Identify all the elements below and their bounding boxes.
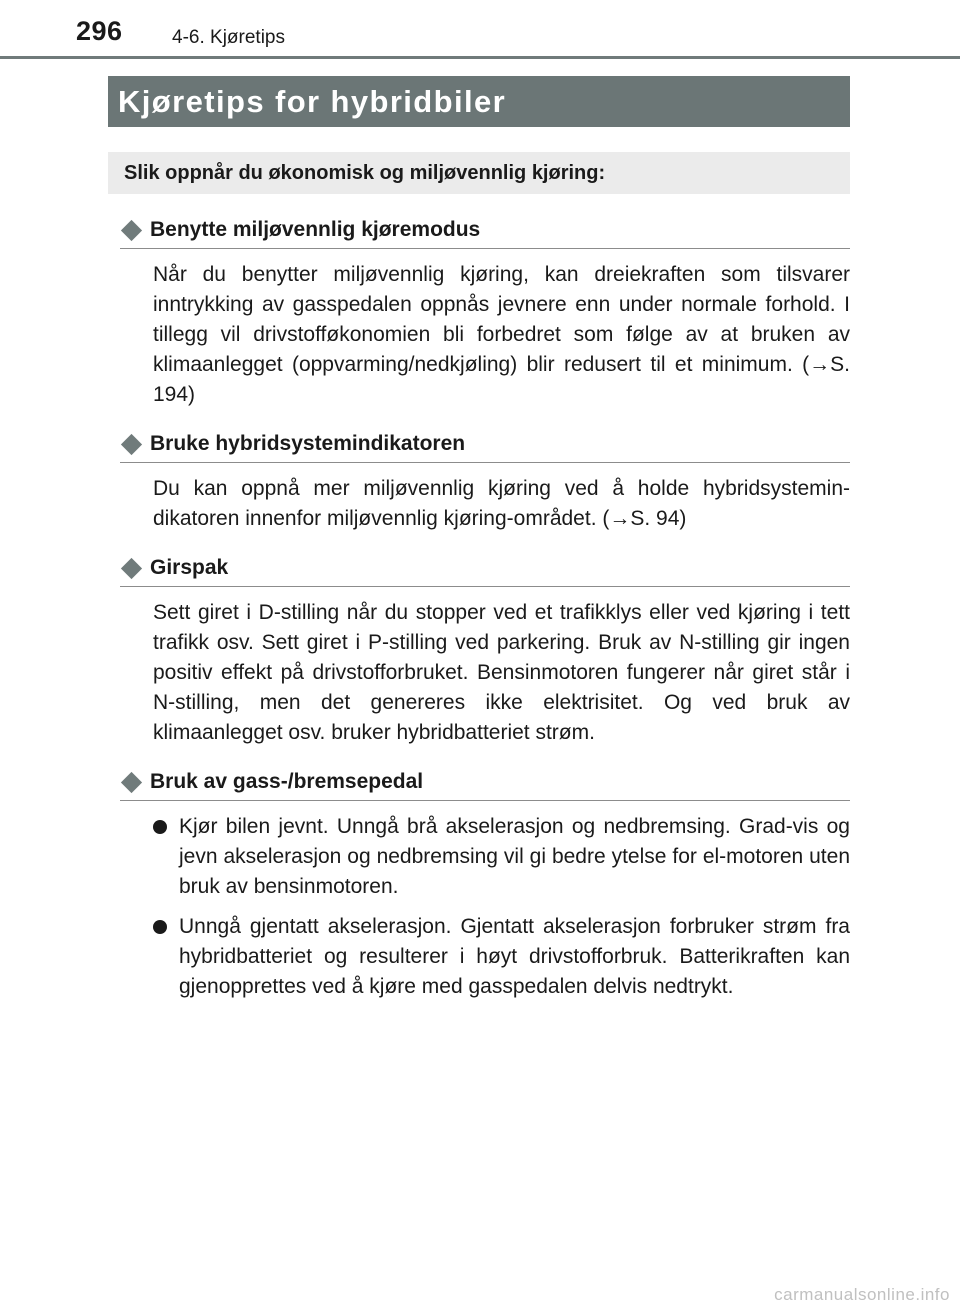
diamond-bullet-icon [121, 557, 142, 578]
section-reference: 4-6. Kjøretips [172, 27, 285, 48]
diamond-bullet-icon [121, 219, 142, 240]
round-bullet-icon [153, 920, 167, 934]
section-body: Når du benytter miljøvennlig kjøring, kan dreiekraften som tilsvarer inntrykking av gasspedalen oppnås jevnere enn under normale forhold. I tillegg vil drivstofføkonomien bli forbedret som følge av at bruken av klimaanlegget (oppvarming/nedkjøling) blir redusert til et minimum. (→S. 194) [153, 263, 850, 406]
list-item [153, 812, 850, 902]
section-heading-text: Bruke hybridsystemindikatoren [150, 432, 466, 455]
section-heading-text: Benytte miljøvennlig kjøremodus [150, 218, 481, 241]
section-heading [120, 426, 850, 463]
header-divider [0, 56, 960, 59]
list-item [153, 912, 850, 1002]
section-hybrid-indicator [120, 426, 850, 534]
intro-box: Slik oppnår du økonomisk og miljøvennlig kjøring: [108, 152, 850, 194]
section-heading [120, 764, 850, 801]
section-eco-drive-mode [120, 212, 850, 410]
section-shift-lever [120, 550, 850, 748]
section-heading [120, 212, 850, 249]
section-heading-text: Bruk av gass-/bremsepedal [150, 770, 424, 793]
section-heading-text: Girspak [150, 556, 229, 579]
section-pedal-use [120, 764, 850, 1002]
diamond-bullet-icon [121, 433, 142, 454]
round-bullet-icon [153, 820, 167, 834]
section-body: Sett giret i D-stilling når du stopper ved et trafikklys eller ved kjøring i tett trafikk osv. Sett giret i P-stilling ved parkering. Bruk av N-stilling gir ingen positiv effekt på drivstofforbruket. Bensinmotoren fungerer når giret står i N-stilling, men det genereres ikke elektrisitet. Og ved bruk av klimaanlegget osv. bruker hybridbatteriet strøm. [153, 601, 850, 744]
section-body: Du kan oppnå mer miljøvennlig kjøring ved å holde hybridsystemin-dikatoren innenfor miljøvennlig kjøring-området. (→S. 94) [153, 477, 850, 530]
page-number: 296 [76, 16, 123, 46]
watermark: carmanualsonline.info [774, 1285, 950, 1304]
diamond-bullet-icon [121, 771, 142, 792]
list-item-text: Kjør bilen jevnt. Unngå brå akselerasjon og nedbremsing. Grad-vis og jevn akselerasjon og nedbremsing vil gi bedre ytelse for el-motoren uten bruk av bensinmotoren. [179, 815, 850, 898]
content [120, 212, 850, 1018]
section-heading [120, 550, 850, 587]
list-item-text: Unngå gjentatt akselerasjon. Gjentatt akselerasjon forbruker strøm fra hybridbatteriet og resulterer i høyt drivstofforbruk. Batterikraften kan gjenopprettes ved å kjøre med gasspedalen delvis nedtrykt. [179, 915, 850, 998]
page-title: Kjøretips for hybridbiler [108, 76, 850, 127]
